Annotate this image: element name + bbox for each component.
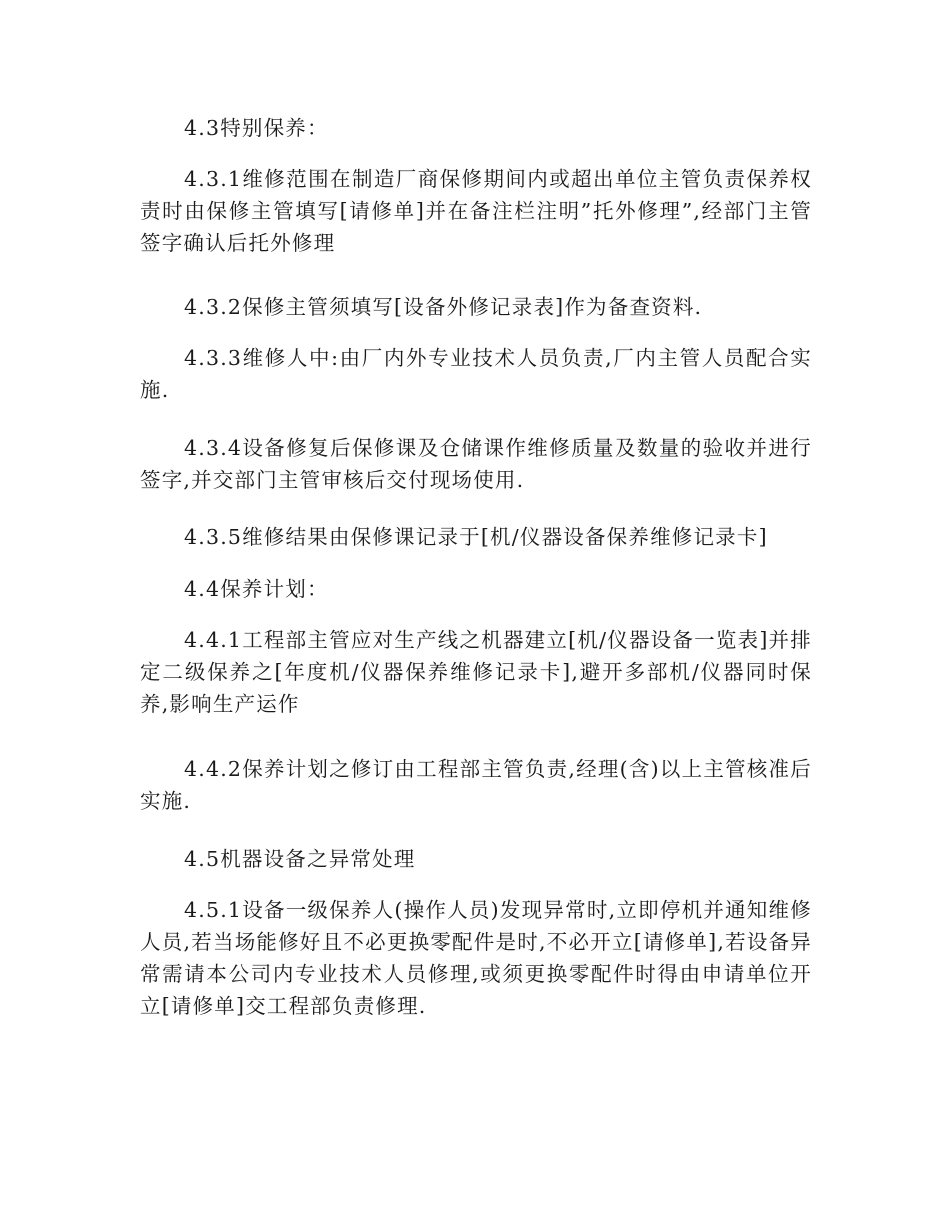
section-heading-4-5: 4.5机器设备之异常处理 [184, 847, 416, 871]
paragraph-4-3-5: 4.3.5维修结果由保修课记录于[机/仪器设备保养维修记录卡] [184, 525, 768, 549]
paragraph-4-4-2: 4.4.2保养计划之修订由工程部主管负责,经理(含)以上主管核准后实施. [140, 757, 812, 813]
paragraph-4-3-1: 4.3.1维修范围在制造厂商保修期间内或超出单位主管负责保养权责时由保修主管填写[请修单]并在备注栏注明”托外修理”,经部门主管签字确认后托外修理 [140, 167, 812, 255]
paragraph-4-5-1: 4.5.1设备一级保养人(操作人员)发现异常时,立即停机并通知维修人员,若当场能修好且不必更换零配件是时,不必开立[请修单],若设备异常需请本公司内专业技术人员修理,或须更换零配件时得由申请单位开立[请修单]交工程部负责修理. [140, 898, 812, 1018]
paragraph-4-3-4: 4.3.4设备修复后保修课及仓储课作维修质量及数量的验收并进行签字,并交部门主管审核后交付现场使用. [140, 436, 812, 492]
section-heading-4-4: 4.4保养计划： [184, 577, 329, 601]
section-heading-4-3: 4.3特别保养： [184, 116, 329, 140]
paragraph-4-4-1: 4.4.1工程部主管应对生产线之机器建立[机/仪器设备一览表]并排定二级保养之[年度机/仪器保养维修记录卡],避开多部机/仪器同时保养,影响生产运作 [140, 628, 812, 716]
paragraph-4-3-3: 4.3.3维修人中:由厂内外专业技术人员负责,厂内主管人员配合实施. [140, 346, 812, 402]
paragraph-4-3-2: 4.3.2保修主管须填写[设备外修记录表]作为备查资料. [184, 295, 703, 319]
